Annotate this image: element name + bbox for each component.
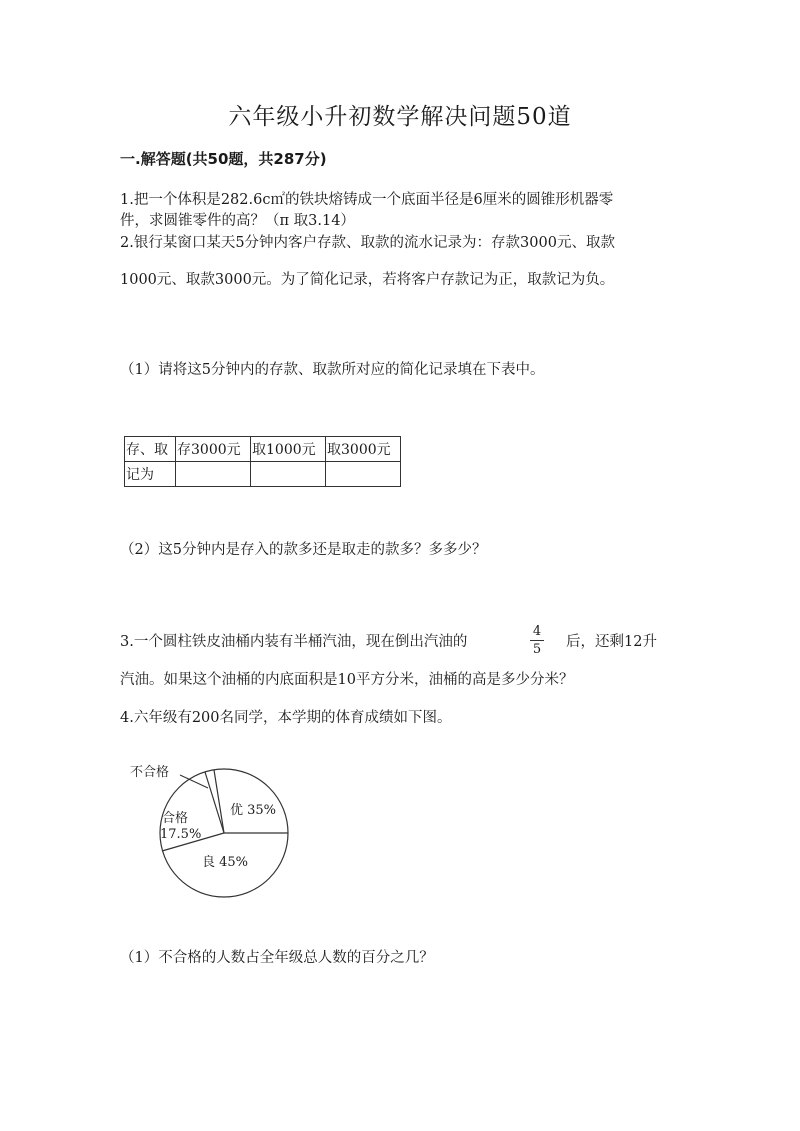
section-heading: 一.解答题(共50题，共287分) bbox=[120, 150, 327, 168]
answer-cell[interactable] bbox=[176, 462, 251, 487]
slice-label-pass-value: 17.5% bbox=[160, 827, 202, 842]
fraction-numerator: 4 bbox=[532, 624, 542, 639]
table-cell: 存3000元 bbox=[176, 437, 251, 462]
q3-line1-part1: 3.一个圆柱铁皮油桶内装有半桶汽油，现在倒出汽油的 bbox=[120, 634, 468, 650]
q2-sub1: （1）请将这5分钟内的存款、取款所对应的简化记录填在下表中。 bbox=[120, 362, 545, 378]
fraction-denominator: 5 bbox=[532, 642, 542, 657]
q2-sub2: （2）这5分钟内是存入的款多还是取走的款多？多多少？ bbox=[120, 542, 487, 558]
table-cell: 存、取 bbox=[125, 437, 176, 462]
q4-line1: 4.六年级有200名同学，本学期的体育成绩如下图。 bbox=[120, 710, 452, 726]
q3-line2: 汽油。如果这个油桶的内底面积是10平方分米，油桶的高是多少分米？ bbox=[120, 672, 574, 688]
q3-line1-part2: 后，还剩12升 bbox=[566, 634, 657, 650]
pie-divider-pass-fail bbox=[205, 772, 224, 833]
table-cell: 取1000元 bbox=[251, 437, 326, 462]
answer-cell[interactable] bbox=[251, 462, 326, 487]
pie-chart bbox=[120, 758, 290, 908]
record-table bbox=[124, 436, 401, 487]
q4-sub1: （1）不合格的人数占全年级总人数的百分之几？ bbox=[120, 950, 434, 966]
table-row bbox=[125, 437, 401, 462]
fraction-bar bbox=[530, 640, 544, 641]
slice-label-fail: 不合格 bbox=[130, 765, 170, 780]
q1-line1: 1.把一个体积是282.6c㎡的铁块熔铸成一个底面半径是6厘米的圆锥形机器零 bbox=[120, 192, 614, 208]
slice-label-excellent: 优 35% bbox=[230, 803, 277, 818]
page-title: 六年级小升初数学解决问题50道 bbox=[228, 104, 572, 130]
table-cell: 记为 bbox=[125, 462, 176, 487]
slice-label-pass-name: 合格 bbox=[162, 811, 189, 826]
q2-line1: 2.银行某窗口某天5分钟内客户存款、取款的流水记录为：存款3000元、取款 bbox=[120, 235, 615, 251]
fraction bbox=[530, 624, 544, 657]
table-cell: 取3000元 bbox=[326, 437, 401, 462]
q2-line2: 1000元、取款3000元。为了简化记录，若将客户存款记为正，取款记为负。 bbox=[120, 272, 615, 288]
q1-line2: 件，求圆锥零件的高？（π 取3.14） bbox=[120, 213, 355, 229]
slice-label-good: 良 45% bbox=[202, 855, 249, 870]
table-row bbox=[125, 462, 401, 487]
answer-cell[interactable] bbox=[326, 462, 401, 487]
pie-divider-fail-excellent bbox=[214, 770, 224, 833]
